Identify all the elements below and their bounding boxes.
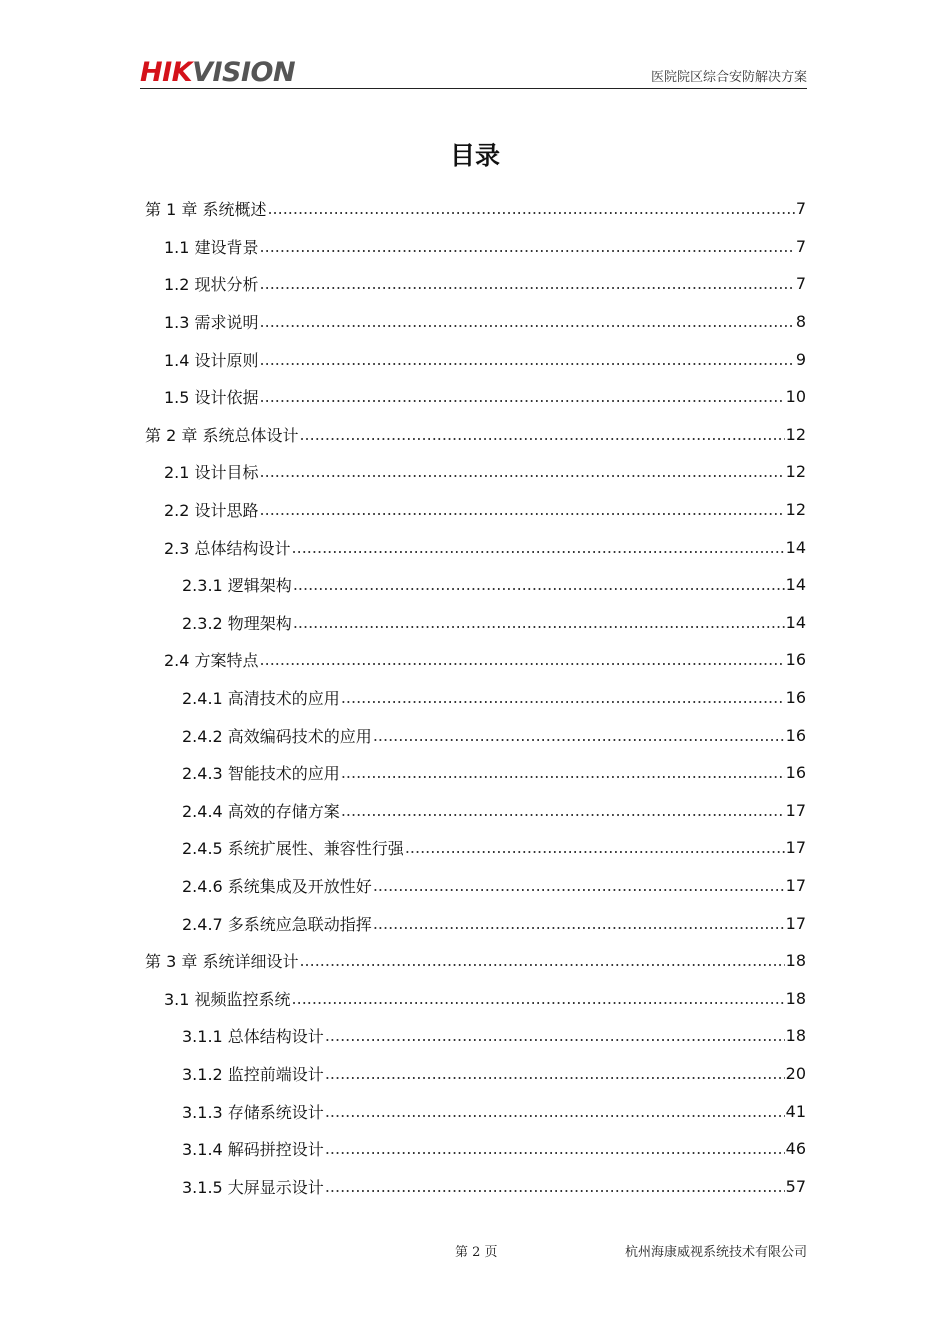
toc-entry-label: 1.5 设计依据 — [164, 388, 259, 408]
toc-entry-page: 17 — [785, 800, 806, 820]
toc-entry-label: 2.4.6 系统集成及开放性好 — [182, 876, 372, 896]
toc-entry[interactable] — [145, 228, 806, 266]
toc-entry-label: 第 2 章 系统总体设计 — [145, 425, 299, 445]
toc-entry-page: 9 — [795, 349, 806, 369]
toc-entry-label: 1.3 需求说明 — [164, 313, 259, 333]
toc-entry-page: 16 — [785, 688, 806, 708]
toc-entry-page: 14 — [785, 575, 806, 595]
toc-entry[interactable] — [145, 378, 806, 416]
toc-dot-leader — [373, 726, 785, 745]
toc-entry-label: 2.4.5 系统扩展性、兼容性行强 — [182, 839, 404, 859]
logo-hik: HIK — [140, 57, 193, 88]
toc-entry[interactable] — [145, 679, 806, 717]
toc-entry[interactable] — [145, 641, 806, 679]
toc-entry-label: 1.1 建设背景 — [164, 237, 259, 257]
toc-dot-leader — [341, 763, 785, 782]
toc-entry-label: 2.4.3 智能技术的应用 — [182, 764, 340, 784]
toc-entry-label: 2.4 方案特点 — [164, 651, 259, 671]
toc-entry-page: 7 — [795, 274, 806, 294]
toc-entry-label: 1.2 现状分析 — [164, 275, 259, 295]
toc-dot-leader — [260, 312, 795, 331]
toc-entry-page: 14 — [785, 612, 806, 632]
toc-entry-page: 17 — [785, 875, 806, 895]
toc-entry-page: 46 — [785, 1139, 806, 1159]
toc-entry-page: 18 — [785, 951, 806, 971]
toc-entry-page: 7 — [795, 199, 806, 219]
toc-dot-leader — [260, 500, 785, 519]
toc-dot-leader — [373, 876, 785, 895]
toc-entry-page: 16 — [785, 650, 806, 670]
toc-dot-leader — [293, 613, 785, 632]
toc-entry-label: 第 1 章 系统概述 — [145, 200, 267, 220]
toc-entry[interactable] — [145, 716, 806, 754]
toc-entry-page: 17 — [785, 913, 806, 933]
toc-entry[interactable] — [145, 566, 806, 604]
toc-entry[interactable] — [145, 491, 806, 529]
toc-entry[interactable] — [145, 528, 806, 566]
table-of-contents — [145, 190, 806, 1205]
page-header — [140, 58, 807, 89]
toc-entry-page: 8 — [795, 312, 806, 332]
footer-company-name: 杭州海康威视系统技术有限公司 — [624, 1245, 807, 1260]
toc-entry[interactable] — [145, 1017, 806, 1055]
toc-entry-label: 3.1.1 总体结构设计 — [182, 1027, 324, 1047]
toc-entry[interactable] — [145, 1167, 806, 1205]
toc-entry[interactable] — [145, 604, 806, 642]
toc-entry-page: 18 — [785, 1026, 806, 1046]
toc-entry-label: 2.4.7 多系统应急联动指挥 — [182, 914, 372, 934]
toc-title: 目录 — [449, 141, 500, 170]
toc-dot-leader — [260, 350, 795, 369]
toc-entry-page: 20 — [785, 1063, 806, 1083]
toc-entry-page: 16 — [785, 763, 806, 783]
toc-entry-label: 3.1 视频监控系统 — [164, 989, 291, 1009]
footer-page-number: 第 2 页 — [455, 1245, 498, 1260]
toc-dot-leader — [373, 914, 785, 933]
toc-dot-leader — [405, 838, 785, 857]
toc-entry[interactable] — [145, 754, 806, 792]
logo-vision: VISION — [192, 57, 296, 88]
toc-entry-label: 3.1.2 监控前端设计 — [182, 1064, 324, 1084]
toc-entry-label: 2.4.1 高清技术的应用 — [182, 689, 340, 709]
toc-entry-page: 7 — [795, 236, 806, 256]
toc-dot-leader — [267, 199, 794, 218]
toc-entry-label: 2.3 总体结构设计 — [164, 538, 291, 558]
toc-dot-leader — [325, 1102, 785, 1121]
toc-entry-label: 2.3.2 物理架构 — [182, 613, 292, 633]
toc-entry-page: 41 — [785, 1101, 806, 1121]
toc-dot-leader — [341, 688, 785, 707]
toc-entry-page: 12 — [785, 424, 806, 444]
toc-dot-leader — [260, 237, 795, 256]
toc-dot-leader — [325, 1064, 785, 1083]
toc-entry-page: 16 — [785, 725, 806, 745]
toc-entry[interactable] — [145, 340, 806, 378]
toc-dot-leader — [293, 575, 785, 594]
toc-entry[interactable] — [145, 1130, 806, 1168]
toc-entry-page: 10 — [785, 387, 806, 407]
toc-dot-leader — [325, 1177, 785, 1196]
toc-entry-page: 12 — [785, 500, 806, 520]
toc-entry-label: 1.4 设计原则 — [164, 350, 259, 370]
toc-entry-label: 3.1.5 大屏显示设计 — [182, 1177, 324, 1197]
toc-entry[interactable] — [145, 1055, 806, 1093]
toc-entry[interactable] — [145, 1092, 806, 1130]
toc-entry-label: 2.3.1 逻辑架构 — [182, 576, 292, 596]
toc-entry[interactable] — [145, 265, 806, 303]
toc-dot-leader — [260, 387, 785, 406]
toc-dot-leader — [325, 1026, 785, 1045]
toc-entry[interactable] — [145, 904, 806, 942]
toc-entry[interactable] — [145, 979, 806, 1017]
toc-dot-leader — [292, 538, 785, 557]
toc-entry[interactable] — [145, 453, 806, 491]
toc-entry-label: 2.4.2 高效编码技术的应用 — [182, 726, 372, 746]
toc-entry-page: 57 — [785, 1176, 806, 1196]
hikvision-logo — [140, 58, 295, 88]
toc-entry[interactable] — [145, 942, 806, 980]
toc-entry-label: 3.1.4 解码拼控设计 — [182, 1140, 324, 1160]
toc-entry[interactable] — [145, 416, 806, 454]
toc-entry[interactable] — [145, 829, 806, 867]
toc-entry-page: 12 — [785, 462, 806, 482]
toc-dot-leader — [341, 801, 785, 820]
toc-entry-label: 2.2 设计思路 — [164, 501, 259, 521]
toc-entry-page: 17 — [785, 838, 806, 858]
toc-entry-label: 2.4.4 高效的存储方案 — [182, 801, 340, 821]
toc-entry[interactable] — [145, 303, 806, 341]
toc-dot-leader — [325, 1139, 785, 1158]
toc-entry[interactable] — [145, 190, 806, 228]
toc-dot-leader — [299, 951, 784, 970]
toc-entry[interactable] — [145, 792, 806, 830]
toc-entry[interactable] — [145, 867, 806, 905]
document-title: 医院院区综合安防解决方案 — [650, 70, 807, 85]
toc-entry-page: 18 — [785, 988, 806, 1008]
toc-dot-leader — [260, 650, 785, 669]
toc-entry-page: 14 — [785, 537, 806, 557]
toc-entry-label: 第 3 章 系统详细设计 — [145, 952, 299, 972]
toc-dot-leader — [299, 425, 784, 444]
toc-dot-leader — [260, 274, 795, 293]
page-footer — [140, 1241, 807, 1261]
toc-entry-label: 3.1.3 存储系统设计 — [182, 1102, 324, 1122]
toc-entry-label: 2.1 设计目标 — [164, 463, 259, 483]
toc-dot-leader — [260, 462, 785, 481]
toc-dot-leader — [292, 989, 785, 1008]
